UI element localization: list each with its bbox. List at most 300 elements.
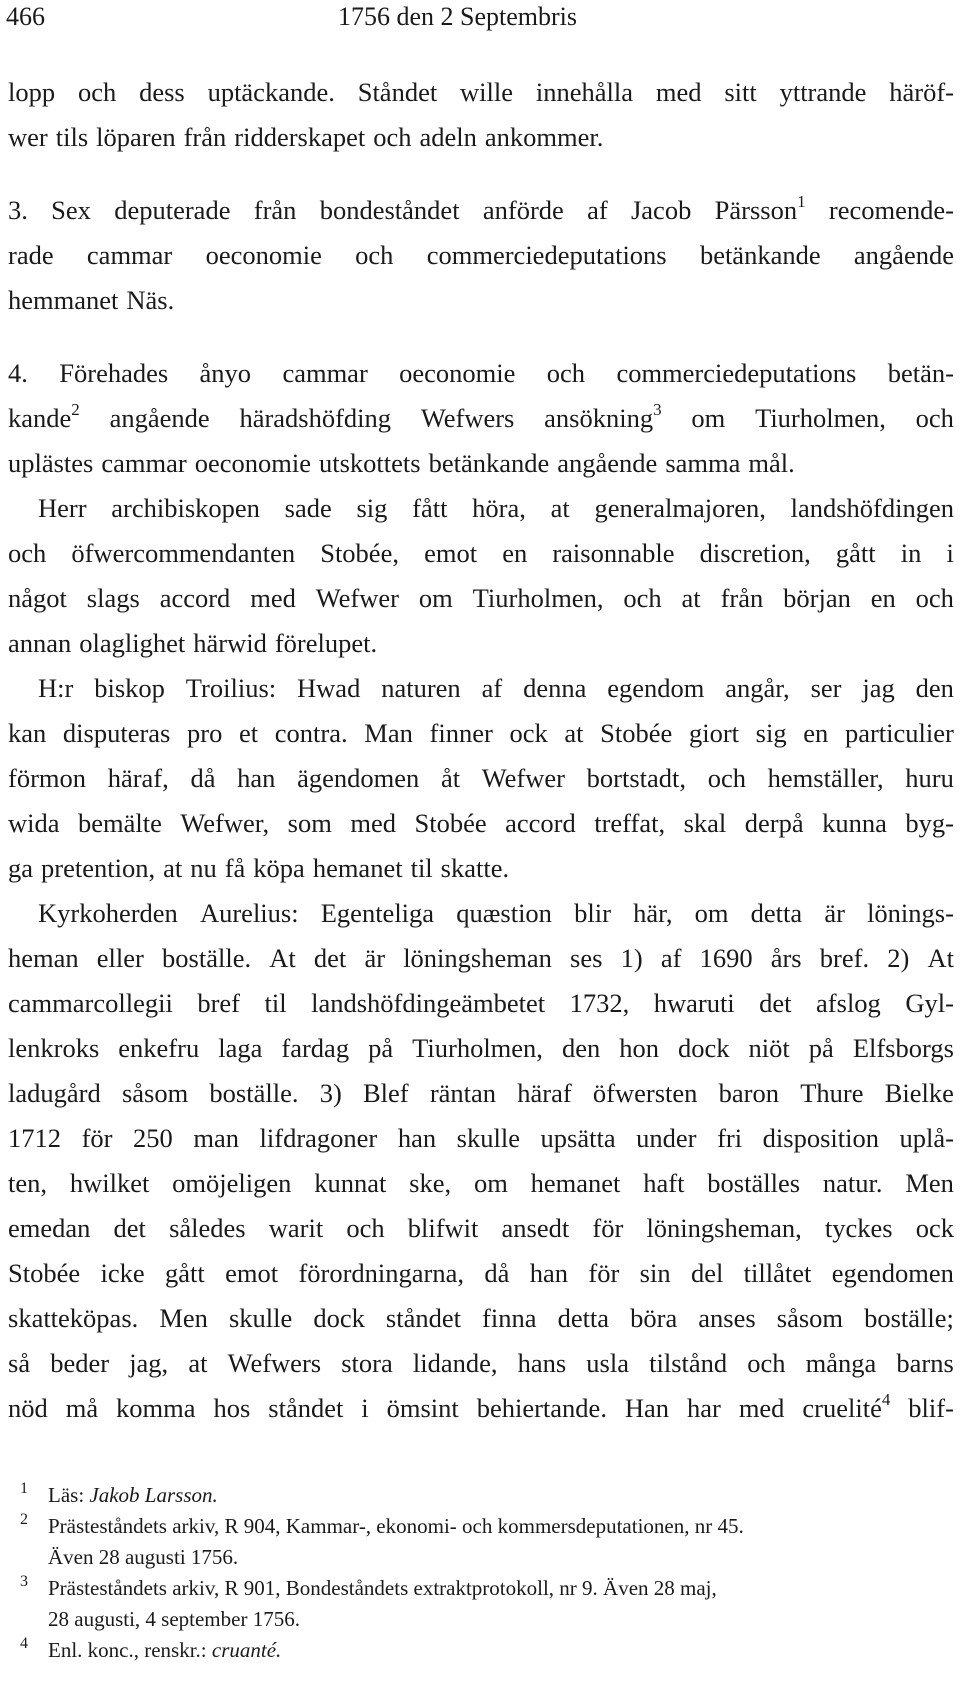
footnotes [20,1480,920,1666]
word: At [927,943,954,973]
text-line [8,441,954,486]
word: 2) [887,943,910,973]
word: hwaruti [653,988,735,1018]
word: skatteköpas. [8,1303,139,1333]
word: ske, [409,1168,452,1198]
word: så [8,1348,31,1378]
word: cammarcollegii [8,988,173,1018]
word: landshöfdingeämbetet [311,988,546,1018]
word: häraf, [107,763,169,793]
word: Sex [51,195,91,225]
text-line [8,531,954,576]
word: med [250,583,296,613]
footnote-ref: 3 [653,400,662,419]
word: Hwad [297,673,361,703]
word: Wefwer [481,763,565,793]
text-line [8,981,954,1026]
word: Förehades [59,358,169,388]
text-line [8,188,954,233]
word: Blef [362,1078,409,1108]
word: med [655,77,702,107]
word: kunna [822,808,887,838]
word: således [169,1213,246,1243]
text-line [8,711,954,756]
word: häraf [517,1078,572,1108]
word: hemanet [530,1168,621,1198]
word: Stobée [8,1258,81,1288]
word: afslog [816,988,881,1018]
word: del [690,1258,724,1288]
word: man [193,1123,239,1153]
word: samma [665,448,741,478]
word: oeconomie [194,448,311,478]
footnote-text: Enl. konc., renskr.: [48,1638,212,1662]
text-line [8,891,954,936]
word: Troilius: [185,673,277,703]
word: då [484,1258,510,1288]
word: Stobée, [320,538,399,568]
word: ock [509,718,548,748]
word: bemälte [78,808,162,838]
word: derpå [744,808,804,838]
word: häradshöfding [239,403,392,433]
word: är [824,898,845,928]
word: quæstion [456,898,552,928]
text-line [8,1251,954,1296]
word: ägendomen [297,763,420,793]
word: Herr [38,493,87,523]
footnote-continuation: 28 augusti, 4 september 1756. [48,1607,300,1631]
word: blir [574,898,611,928]
word: detta [557,1303,610,1333]
word: ga [8,853,34,883]
word: ömsint [386,1393,459,1423]
word: ånyo [199,358,252,388]
word: denna [523,673,587,703]
word: tyckes [824,1213,893,1243]
word: Jacob [630,195,692,225]
word: archibiskopen [111,493,260,523]
word: particulier [844,718,954,748]
word: rade [8,240,54,270]
word: om [691,403,726,433]
footnote-number: 1 [20,1480,28,1497]
word: från [183,122,227,152]
word: Gyl- [905,988,954,1018]
word: bortstadt, [586,763,687,793]
text-line [8,1161,954,1206]
word: må [65,1393,99,1423]
word: accord [505,808,576,838]
footnote-ref: 2 [71,400,80,419]
word: dock [678,1033,730,1063]
word: det [313,943,347,973]
word: sade [284,493,332,523]
word: commerciedeputations [616,358,857,388]
word: lönings- [867,898,954,928]
word: och [915,583,954,613]
word: boställes [707,1168,801,1198]
word: något [8,583,67,613]
word: ridderskapet [234,122,366,152]
word: förmon [8,763,87,793]
word: Ståndet [357,77,438,107]
word: han [397,1123,437,1153]
word: wille [460,77,514,107]
word: finner [429,718,493,748]
word: och [915,403,954,433]
word: discretion, [699,538,811,568]
word: angående [109,403,210,433]
word: af [660,943,682,973]
text-line [8,666,954,711]
word: disposition [762,1123,879,1153]
footnote [20,1635,920,1666]
word: 1732, [569,988,630,1018]
running-head: 1756 den 2 Septembris [338,2,578,31]
word: beder [50,1348,110,1378]
word: treffat, [594,808,666,838]
word: ansedt [501,1213,570,1243]
page-number: 466 [6,2,45,31]
footnote-ref: 4 [881,1390,891,1409]
word: för [592,1213,624,1243]
word: sig [755,718,787,748]
word: om [473,1168,508,1198]
word: at [163,853,183,883]
word: ten, [8,1168,47,1198]
word: blif- [908,1393,954,1423]
word: dock [313,1303,365,1333]
word: egendomen [831,1258,954,1288]
text-line [8,621,954,666]
word: och [623,583,662,613]
word: laga [218,1033,263,1063]
word: Tiurholmen, [755,403,886,433]
word: skal [683,808,727,838]
text-line [8,1386,954,1431]
word: fri [717,1123,743,1153]
word: boställe. [162,943,252,973]
word: kande$^2$ [8,400,80,433]
word: tilstånd [649,1348,728,1378]
word: upsätta [540,1123,616,1153]
word: hemmanet [8,285,119,315]
word: Wefwers [420,403,515,433]
word: boställe. [209,1078,299,1108]
footnote [20,1511,920,1573]
word: niöt [748,1033,790,1063]
word: natur. [822,1168,883,1198]
word: 250 [133,1123,173,1153]
word: kunnat [314,1168,387,1198]
word: dess [139,77,185,107]
word: betänkande [699,240,821,270]
footnote-text: Läs: [48,1483,90,1507]
word: anförde [482,195,564,225]
word: öfwersten [592,1078,698,1108]
footnote-ref: 1 [797,192,806,211]
word: pro [187,718,223,748]
word: ser [810,673,842,703]
text-line [8,756,954,801]
word: i [361,1393,369,1423]
word: med [738,1393,785,1423]
text-line [8,936,954,981]
word: hemställer, [767,763,884,793]
word: få [224,853,246,883]
word: Wefwer [315,583,399,613]
word: emedan [8,1213,91,1243]
word: finna [482,1303,537,1333]
word: sig [356,493,388,523]
word: hemanet [312,853,403,883]
word: den [915,673,954,703]
word: Stobée [414,808,487,838]
text-line [8,801,954,846]
word: för [588,1258,620,1288]
text-line [8,486,954,531]
word: 4. [8,358,28,388]
word: at [188,1348,208,1378]
word: anses [698,1303,756,1333]
footnote-italic: Jakob Larsson. [89,1483,218,1507]
word: jag, [129,1348,169,1378]
footnote-text: Prästeståndets arkiv, R 901, Bondeståndets extraktprotokoll, nr 9. Även 28 maj, [48,1576,717,1600]
word: lenkroks [8,1033,100,1063]
word: enkefru [118,1033,200,1063]
word: angår, [725,673,790,703]
word: cruelité$^4$ [802,1390,891,1423]
word: gått [164,1258,205,1288]
word: sitt [724,77,757,107]
word: skatte. [440,853,510,883]
word: nu [190,853,217,883]
word: emot [424,538,478,568]
footnote-continuation: Även 28 augusti 1756. [48,1545,239,1569]
footnote [20,1480,920,1511]
word: Pärsson$^1$ [714,192,806,225]
word: om [694,898,729,928]
word: ladugård [8,1078,101,1108]
text-line [8,233,954,278]
word: recomende- [828,195,954,225]
word: til [410,853,433,883]
word: Man [364,718,413,748]
word: icke [100,1258,145,1288]
word: på [368,1033,394,1063]
word: i [946,538,954,568]
word: många [805,1348,877,1378]
word: köpa [253,853,305,883]
word: adeln [419,122,477,152]
word: skulle [456,1123,520,1153]
word: olaglighet [79,628,186,658]
word: omöjeligen [172,1168,292,1198]
page-header [6,2,906,36]
word: Aurelius: [199,898,299,928]
word: byg- [905,808,954,838]
word: cammar [86,240,173,270]
word: Wefwer, [180,808,270,838]
text-line [8,1296,954,1341]
word: heman [8,943,79,973]
word: uplå- [899,1123,954,1153]
word: ock [915,1213,954,1243]
word: och [707,763,746,793]
word: höra, [472,493,526,523]
word: slags [86,583,140,613]
word: det [759,988,792,1018]
word: här, [633,898,673,928]
word: yttrande [779,77,867,107]
word: naturen [381,673,461,703]
word: at [550,493,570,523]
word: bondeståndet [319,195,460,225]
text-line [8,846,954,891]
word: sin [639,1258,671,1288]
word: åt [440,763,461,793]
word: barns [896,1348,954,1378]
word: accord [159,583,231,613]
word: 1712 [8,1123,61,1153]
text-line [8,278,954,323]
word: Näs. [126,285,175,315]
word: Wefwers [227,1348,322,1378]
word: pretention, [41,853,156,883]
word: usla [586,1348,629,1378]
word: wer [8,122,48,152]
word: fardag [281,1033,350,1063]
word: förordningarna, [298,1258,465,1288]
word: behiertande. [476,1393,607,1423]
text-line [8,396,954,441]
word: lopp [8,77,56,107]
word: om [418,583,453,613]
word: löparen [96,122,176,152]
word: ståndet [385,1303,461,1333]
word: har [687,1393,721,1423]
word: deputerade [114,195,231,225]
word: 3. [8,195,28,225]
word: raisonnable [552,538,675,568]
word: en [803,718,829,748]
word: Men [159,1303,208,1333]
word: betän- [887,358,954,388]
text-line [8,115,954,160]
word: emot [225,1258,279,1288]
word: tillåtet [743,1258,812,1288]
footnote-italic: cruanté. [211,1638,282,1662]
word: hos [213,1393,251,1423]
text-line [8,1341,954,1386]
word: baron [718,1078,779,1108]
word: och [355,240,394,270]
word: uptäckande. [207,77,335,107]
word: cammar [101,448,187,478]
word: Thure [800,1078,864,1108]
text-line [8,576,954,621]
word: det [113,1213,146,1243]
word: stora [341,1348,393,1378]
footnote-number: 3 [20,1573,28,1590]
word: 3) [319,1078,342,1108]
word: oeconomie [205,240,322,270]
word: böra [630,1303,678,1333]
word: hwilket [69,1168,150,1198]
word: blifwit [407,1213,479,1243]
word: från [253,195,297,225]
word: fått [412,493,448,523]
word: jag [862,673,895,703]
word: disputeras [62,718,171,748]
word: en [502,538,528,568]
word: och [373,122,412,152]
word: och [77,77,117,107]
word: ses [570,943,603,973]
word: bref [197,988,240,1018]
word: commerciedeputations [426,240,667,270]
word: detta [750,898,803,928]
word: löningsheman [403,943,552,973]
word: cammar [282,358,368,388]
word: en [870,583,896,613]
word: lidande, [412,1348,498,1378]
word: nöd [8,1393,48,1423]
word: härwid [193,628,267,658]
word: års [770,943,802,973]
word: från [720,583,764,613]
word: på [808,1033,834,1063]
word: löningsheman, [646,1213,802,1243]
word: Egenteliga [320,898,435,928]
word: 1690 [699,943,753,973]
word: haft [643,1168,685,1198]
text-line [8,1026,954,1071]
text-line [8,1116,954,1161]
word: lifdragoner [259,1123,378,1153]
word: komma [116,1393,196,1423]
word: innehålla [535,77,634,107]
word: contra. [274,718,348,748]
word: förelupet. [274,628,378,658]
word: häröf- [889,77,954,107]
word: början [783,583,851,613]
word: och [346,1213,385,1243]
text-line [8,351,954,396]
word: han [237,763,276,793]
word: annan [8,628,72,658]
word: warit [268,1213,324,1243]
word: med [350,808,396,838]
word: den [561,1033,601,1063]
word: huru [905,763,954,793]
word: at [564,718,584,748]
word: landshöfdingen [790,493,954,523]
body-text [8,70,954,1431]
word: af [587,195,608,225]
word: tils [55,122,89,152]
word: han [529,1258,569,1288]
word: Kyrkoherden [38,898,178,928]
word: hans [517,1348,567,1378]
footnote-number: 4 [20,1635,28,1652]
word: skulle [228,1303,293,1333]
text-line [8,1206,954,1251]
word: H:r [38,673,74,703]
word: Elfsborgs [852,1033,954,1063]
word: öfwercommendanten [71,538,296,568]
